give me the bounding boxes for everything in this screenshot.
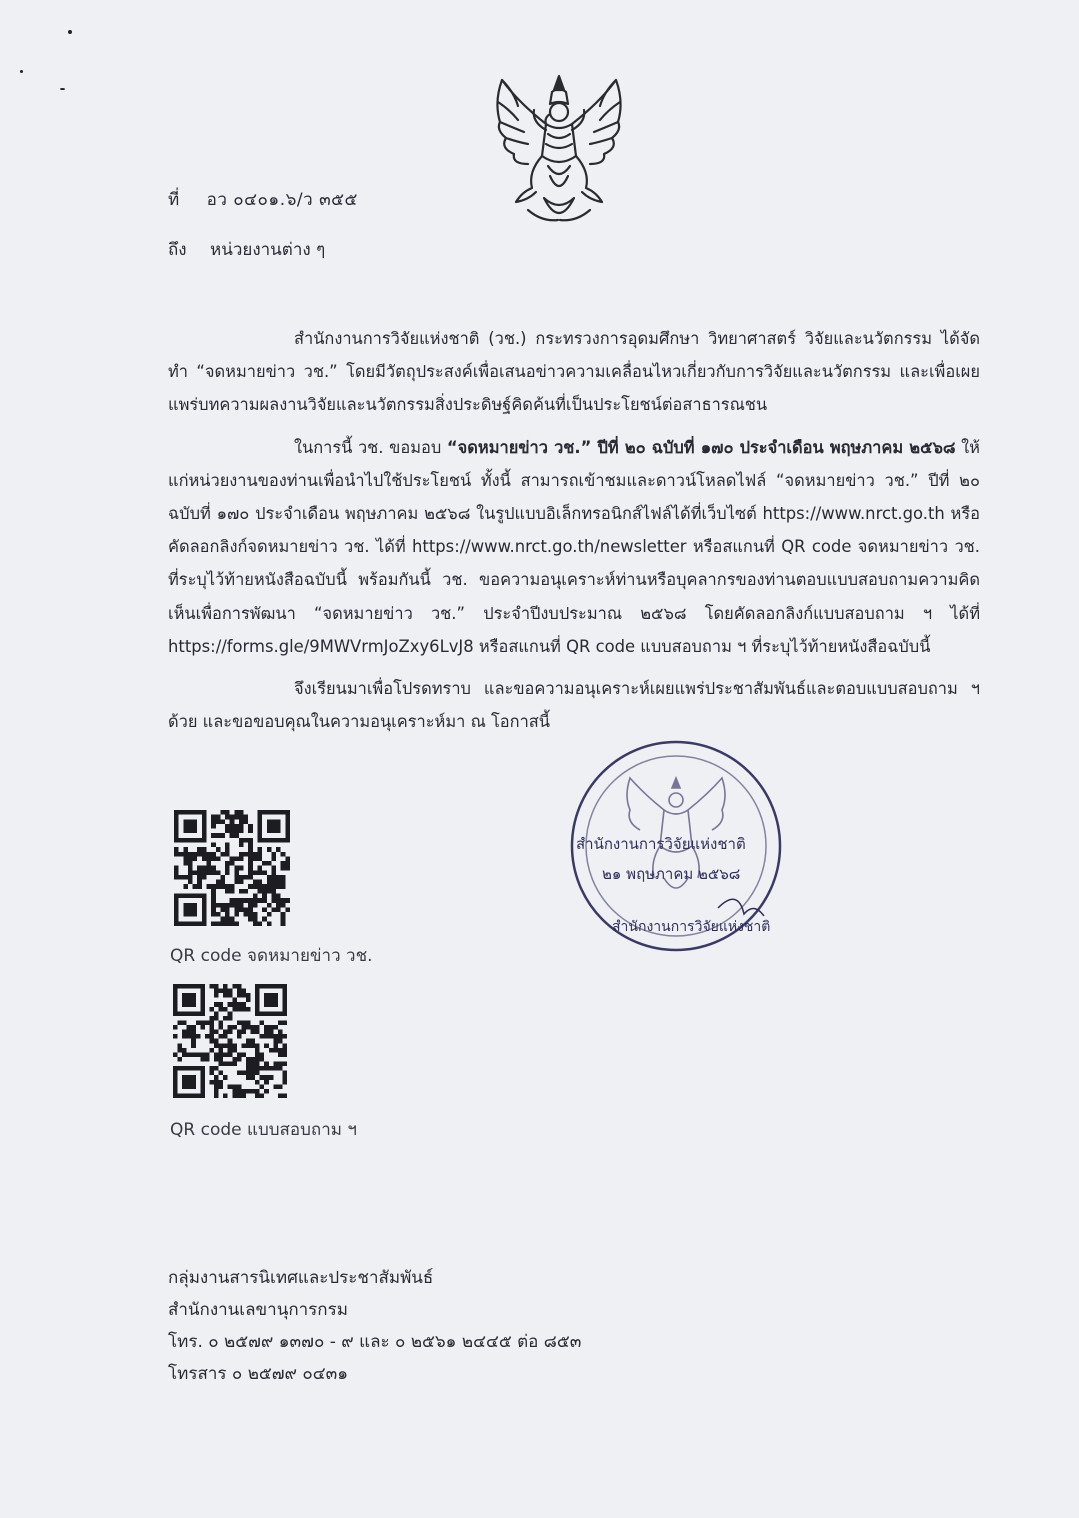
paragraph-closing: จึงเรียนมาเพื่อโปรดทราบ และขอความอนุเคราะห์เผยแพร่ประชาสัมพันธ์และตอบแบบสอบถาม ฯ ด้วย และขอขอบคุณในความอนุเคราะห์มา ณ โอกาสนี้: [168, 679, 980, 732]
seal-ring-text: สำนักงานการวิจัยแห่งชาติ: [612, 919, 771, 935]
contact-footer: [168, 1262, 581, 1390]
seal-org-name: สำนักงานการวิจัยแห่งชาติ: [576, 835, 746, 853]
seal-date: ๒๑ พฤษภาคม ๒๕๖๘: [602, 865, 741, 883]
ref-number: อว ๐๔๐๑.๖/ว ๓๕๕: [206, 190, 358, 210]
survey-qr-caption: QR code แบบสอบถาม ฯ: [170, 1120, 357, 1140]
newsletter-qr-caption: QR code จดหมายข่าว วช.: [170, 946, 373, 966]
letter-body: [168, 322, 980, 747]
paragraph-intro: สำนักงานการวิจัยแห่งชาติ (วช.) กระทรวงการอุดมศึกษา วิทยาศาสตร์ วิจัยและนวัตกรรม ได้จัดทำ “จดหมายข่าว วช.” โดยมีวัตถุประสงค์เพื่อเสนอข่าวความเคลื่อนไหวเกี่ยวกับการวิจัยและนวัตกรรม และเพื่อเผยแพร่บทความผลงานวิจัยและนวัตกรรมสิ่งประดิษฐ์คิดค้นที่เป็นประโยชน์ต่อสาธารณชน: [168, 329, 980, 415]
recipient-line: [168, 236, 325, 263]
survey-qr-code[interactable]: [172, 984, 288, 1098]
scan-speck: [60, 88, 65, 90]
to-label: ถึง: [168, 240, 187, 260]
scan-speck: [68, 30, 72, 34]
qr-finder-pattern: [260, 812, 288, 840]
paragraph-request-start: ในการนี้ วช. ขอมอบ: [294, 437, 447, 457]
reference-number-line: [168, 186, 358, 213]
paragraph-request-rest: ให้แก่หน่วยงานของท่านเพื่อนำไปใช้ประโยชน์ ทั้งนี้ สามารถเข้าชมและดาวน์โหลดไฟล์ “จดหมายข่าว วช.” ปีที่ ๒๐ ฉบับที่ ๑๗๐ ประจำเดือน พฤษภาคม ๒๕๖๘ ในรูปแบบอิเล็กทรอนิกส์ไฟล์ได้ที่เว็บไซต์ https://www.nrct.go.th หรือคัดลอกลิงก์จดหมายข่าว วช. ได้ที่ https://www.nrct.go.th/newsletter หรือสแกนที่ QR code จดหมายข่าว วช. ที่ระบุไว้ท้ายหนังสือฉบับนี้ พร้อมกันนี้ วช. ขอความอนุเคราะห์ท่านหรือบุคลากรของท่านตอบแบบสอบถามความคิดเห็นเพื่อการพัฒนา “จดหมายข่าว วช.” ประจำปีงบประมาณ ๒๕๖๘ โดยคัดลอกลิงก์แบบสอบถาม ฯ ได้ที่ https://forms.gle/9MWVrmJoZxy6LvJ8 หรือสแกนที่ QR code แบบสอบถาม ฯ ที่ระบุไว้ท้ายหนังสือฉบับนี้: [168, 437, 980, 656]
official-seal-icon: [568, 738, 784, 954]
qr-finder-pattern: [176, 812, 204, 840]
footer-phone: โทร. ๐ ๒๕๗๙ ๑๓๗๐ - ๙ และ ๐ ๒๕๖๑ ๒๔๔๕ ต่อ ๘๕๓: [168, 1332, 582, 1352]
qr-finder-pattern: [175, 1068, 202, 1095]
scan-speck: [20, 70, 23, 73]
qr-finder-pattern: [257, 986, 284, 1013]
to-value: หน่วยงานต่าง ๆ: [210, 240, 326, 260]
newsletter-issue-title: “จดหมายข่าว วช.” ปีที่ ๒๐ ฉบับที่ ๑๗๐ ประจำเดือน พฤษภาคม ๒๕๖๘: [446, 437, 956, 457]
footer-fax: โทรสาร ๐ ๒๕๗๙ ๐๔๓๑: [168, 1364, 349, 1384]
footer-office: สำนักงานเลขานุการกรม: [168, 1300, 348, 1320]
qr-finder-pattern: [176, 896, 204, 924]
qr-finder-pattern: [175, 986, 202, 1013]
footer-department: กลุ่มงานสารนิเทศและประชาสัมพันธ์: [168, 1268, 434, 1288]
garuda-emblem-icon: [488, 72, 630, 232]
ref-label: ที่: [168, 190, 180, 210]
paragraph-request: [168, 431, 980, 663]
newsletter-qr-code[interactable]: [172, 810, 292, 926]
